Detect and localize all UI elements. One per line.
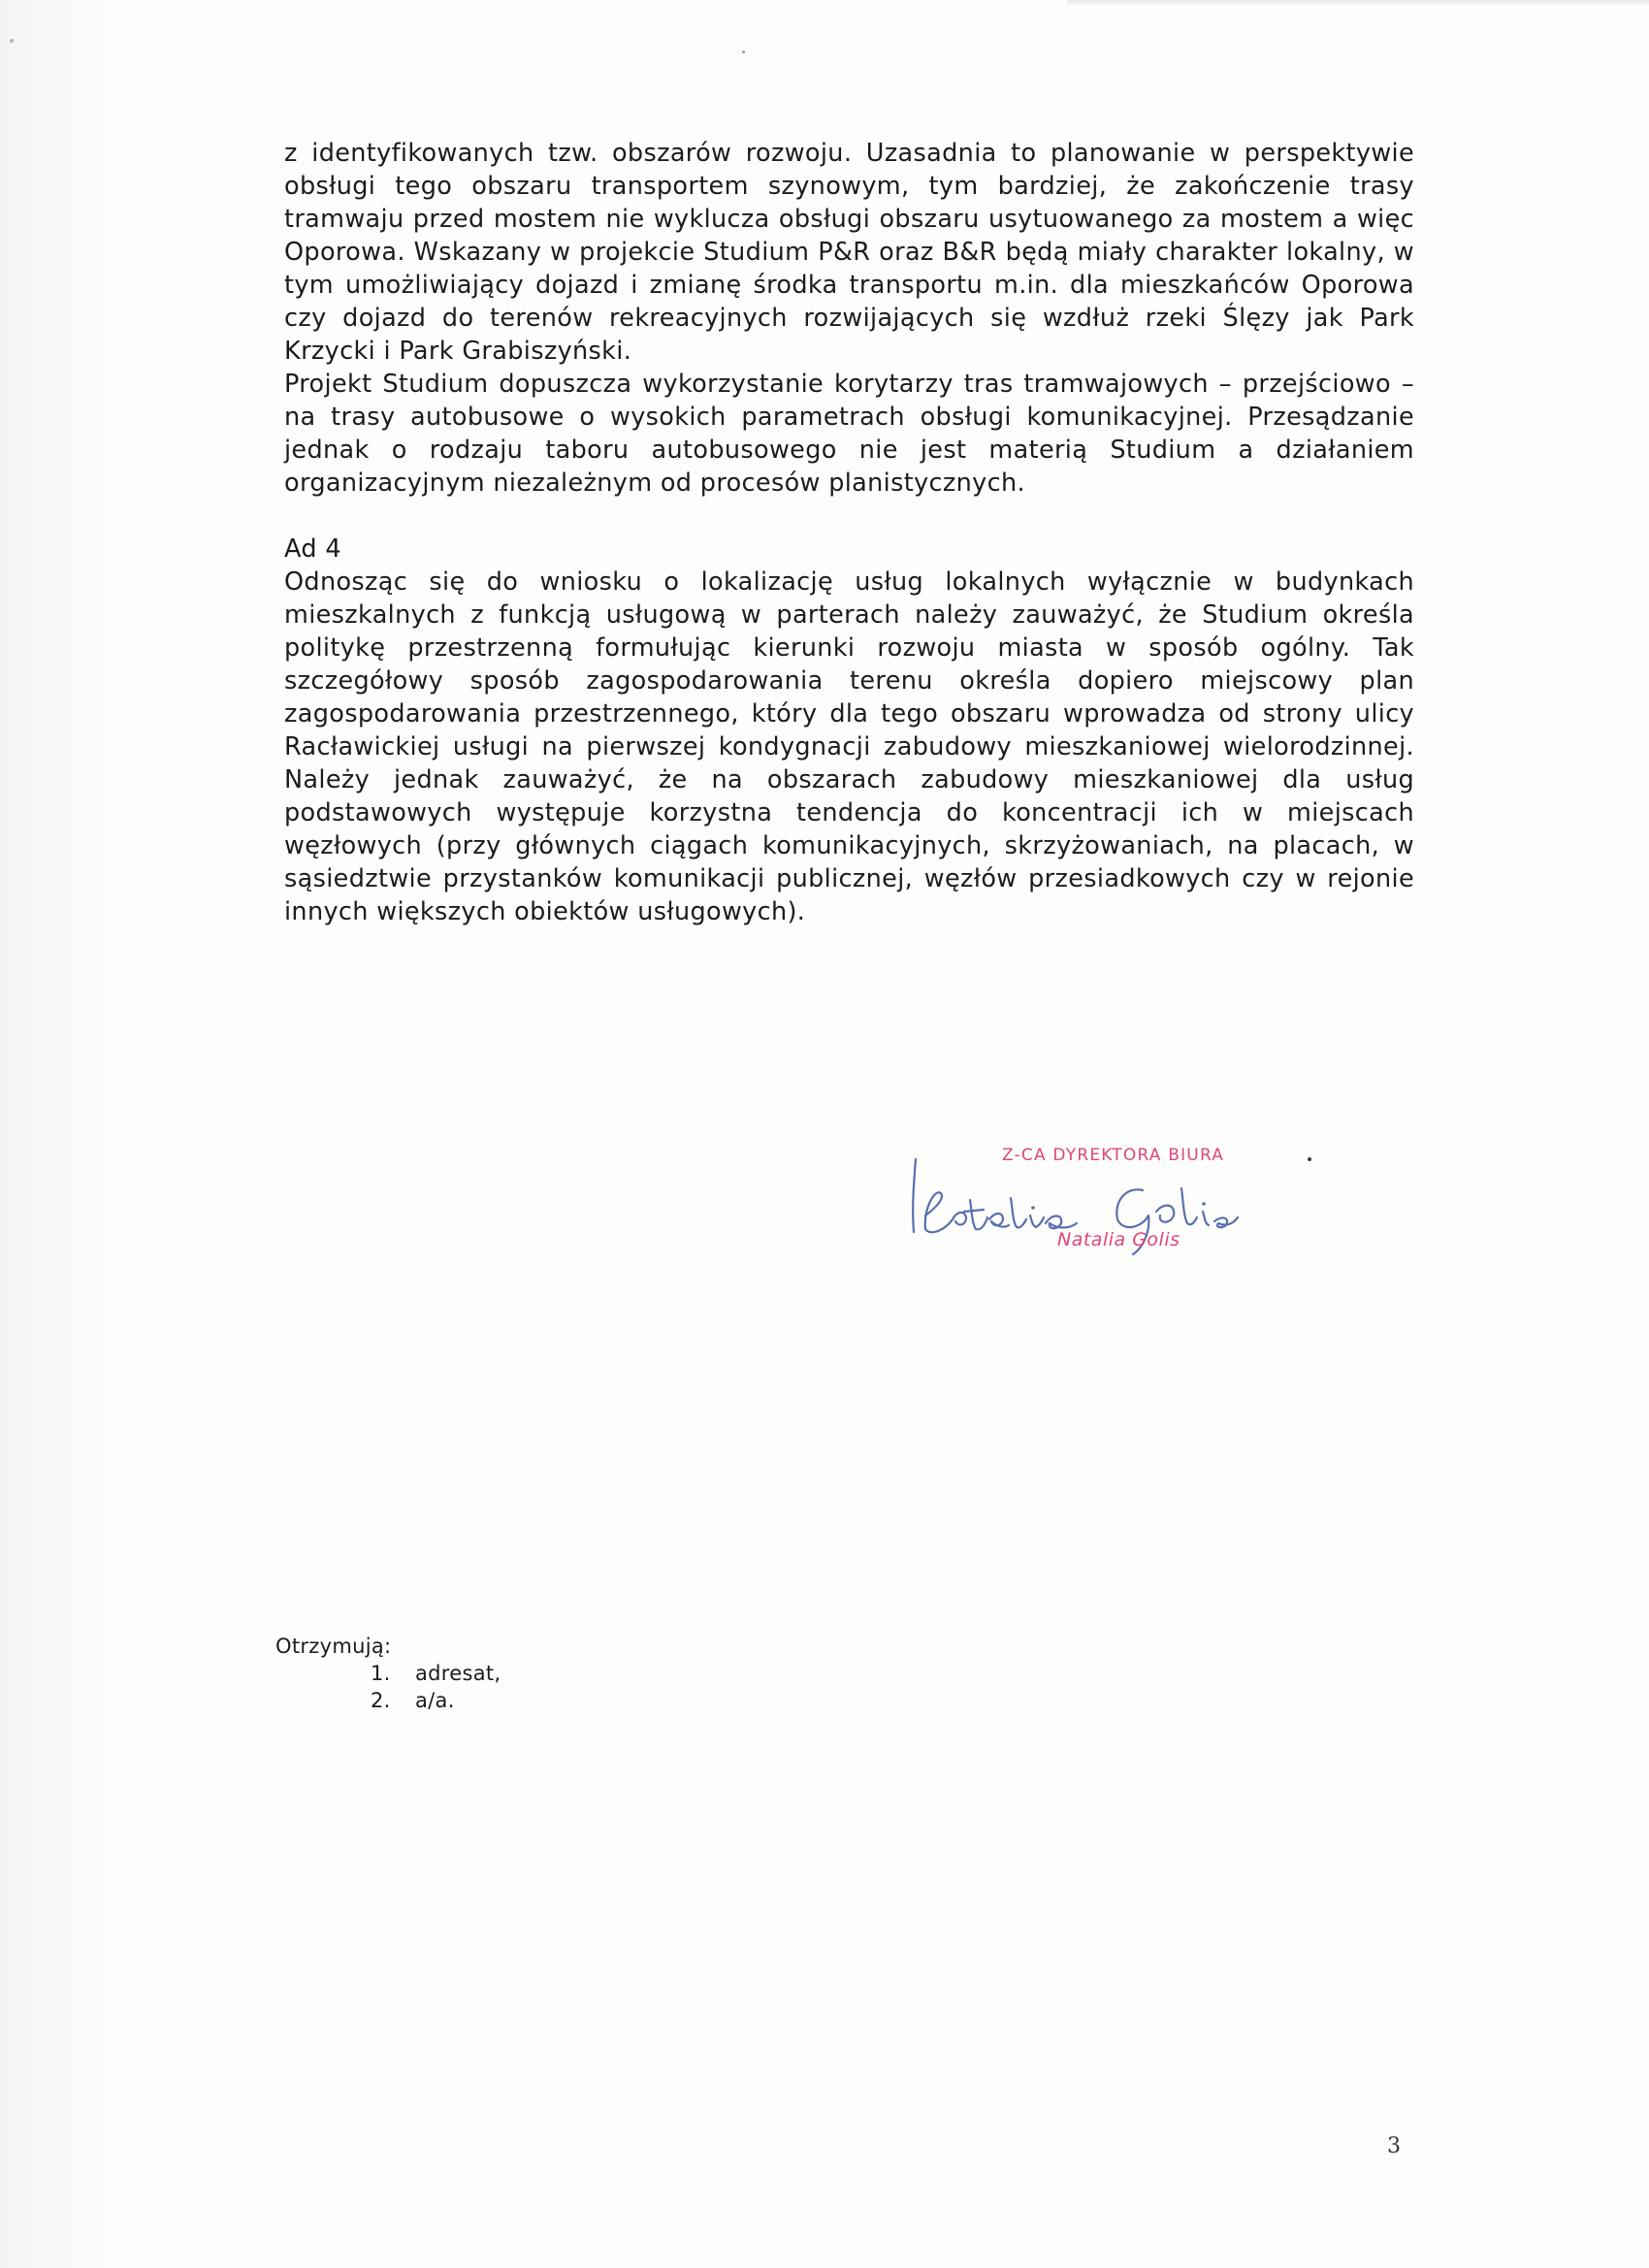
list-item-number: 1. bbox=[371, 1662, 391, 1685]
section-label-ad-4: Ad 4 bbox=[284, 535, 341, 564]
paragraph-transport-rail: z identyfikowanych tzw. obszarów rozwoju. Uzasadnia to planowanie w perspektywie obsługi tego obszaru transportem szynowym, tym bardziej, że zakończenie trasy tramwaju przed mostem nie wyklucza obsługi obszaru usytuowanego za mostem a więc Oporowa. Wskazany w projekcie Studium P&R oraz B&R będą miały charakter lokalny, w tym umożliwiający dojazd i zmianę środka transportu m.in. dla mieszkańców Oporowa czy dojazd do terenów rekreacyjnych rozwijających się wzdłuż rzeki Ślęzy jak Park Krzycki i Park Grabiszyński. bbox=[284, 139, 1414, 366]
scan-speck bbox=[10, 39, 14, 43]
paragraph-spacer bbox=[284, 500, 1414, 533]
list-item-number: 2. bbox=[371, 1689, 391, 1712]
signature-stamp bbox=[902, 1140, 1339, 1271]
scan-top-shadow bbox=[1067, 0, 1649, 6]
scan-edge-shadow bbox=[0, 0, 155, 2268]
list-item-text: a/a. bbox=[415, 1689, 455, 1712]
letter-body bbox=[284, 137, 1414, 928]
page-number: 3 bbox=[1387, 2134, 1401, 2158]
paragraph-local-services: Odnosząc się do wniosku o lokalizację usług lokalnych wyłącznie w budynkach mieszkalnych z funkcją usługową w parterach należy zauważyć, że Studium określa politykę przestrzenną formułując kierunki rozwoju miasta w sposób ogólny. Tak szczegółowy sposób zagospodarowania terenu określa dopiero miejscowy plan zagospodarowania przestrzennego, który dla tego obszaru wprowadza od strony ulicy Racławickiej usługi na pierwszej kondygnacji zabudowy mieszkaniowej wielorodzinnej. Należy jednak zauważyć, że na obszarach zabudowy mieszkaniowej dla usług podstawowych występuje korzystna tendencja do koncentracji ich w miejscach węzłowych (przy głównych ciągach komunikacyjnych, skrzyżowaniach, na placach, w sąsiedztwie przystanków komunikacji publicznej, węzłów przesiadkowych czy w rejonie innych większych obiektów usługowych). bbox=[284, 567, 1414, 926]
list-item bbox=[371, 1660, 501, 1687]
recipients-block bbox=[275, 1633, 501, 1714]
stamp-name: Natalia Golis bbox=[1057, 1229, 1180, 1250]
scan-speck bbox=[742, 50, 745, 53]
stamp-title: Z-CA DYREKTORA BIURA bbox=[1002, 1146, 1225, 1165]
recipients-list bbox=[275, 1660, 501, 1714]
paragraph-bus-corridors: Projekt Studium dopuszcza wykorzystanie korytarzy tras tramwajowych – przejściowo – na trasy autobusowe o wysokich parametrach obsługi komunikacyjnej. Przesądzanie jednak o rodzaju taboru autobusowego nie jest materią Studium a działaniem organizacyjnym niezależnym od procesów planistycznych. bbox=[284, 370, 1414, 498]
recipients-heading: Otrzymują: bbox=[275, 1635, 392, 1658]
list-item bbox=[371, 1687, 501, 1714]
list-item-text: adresat, bbox=[415, 1662, 501, 1685]
